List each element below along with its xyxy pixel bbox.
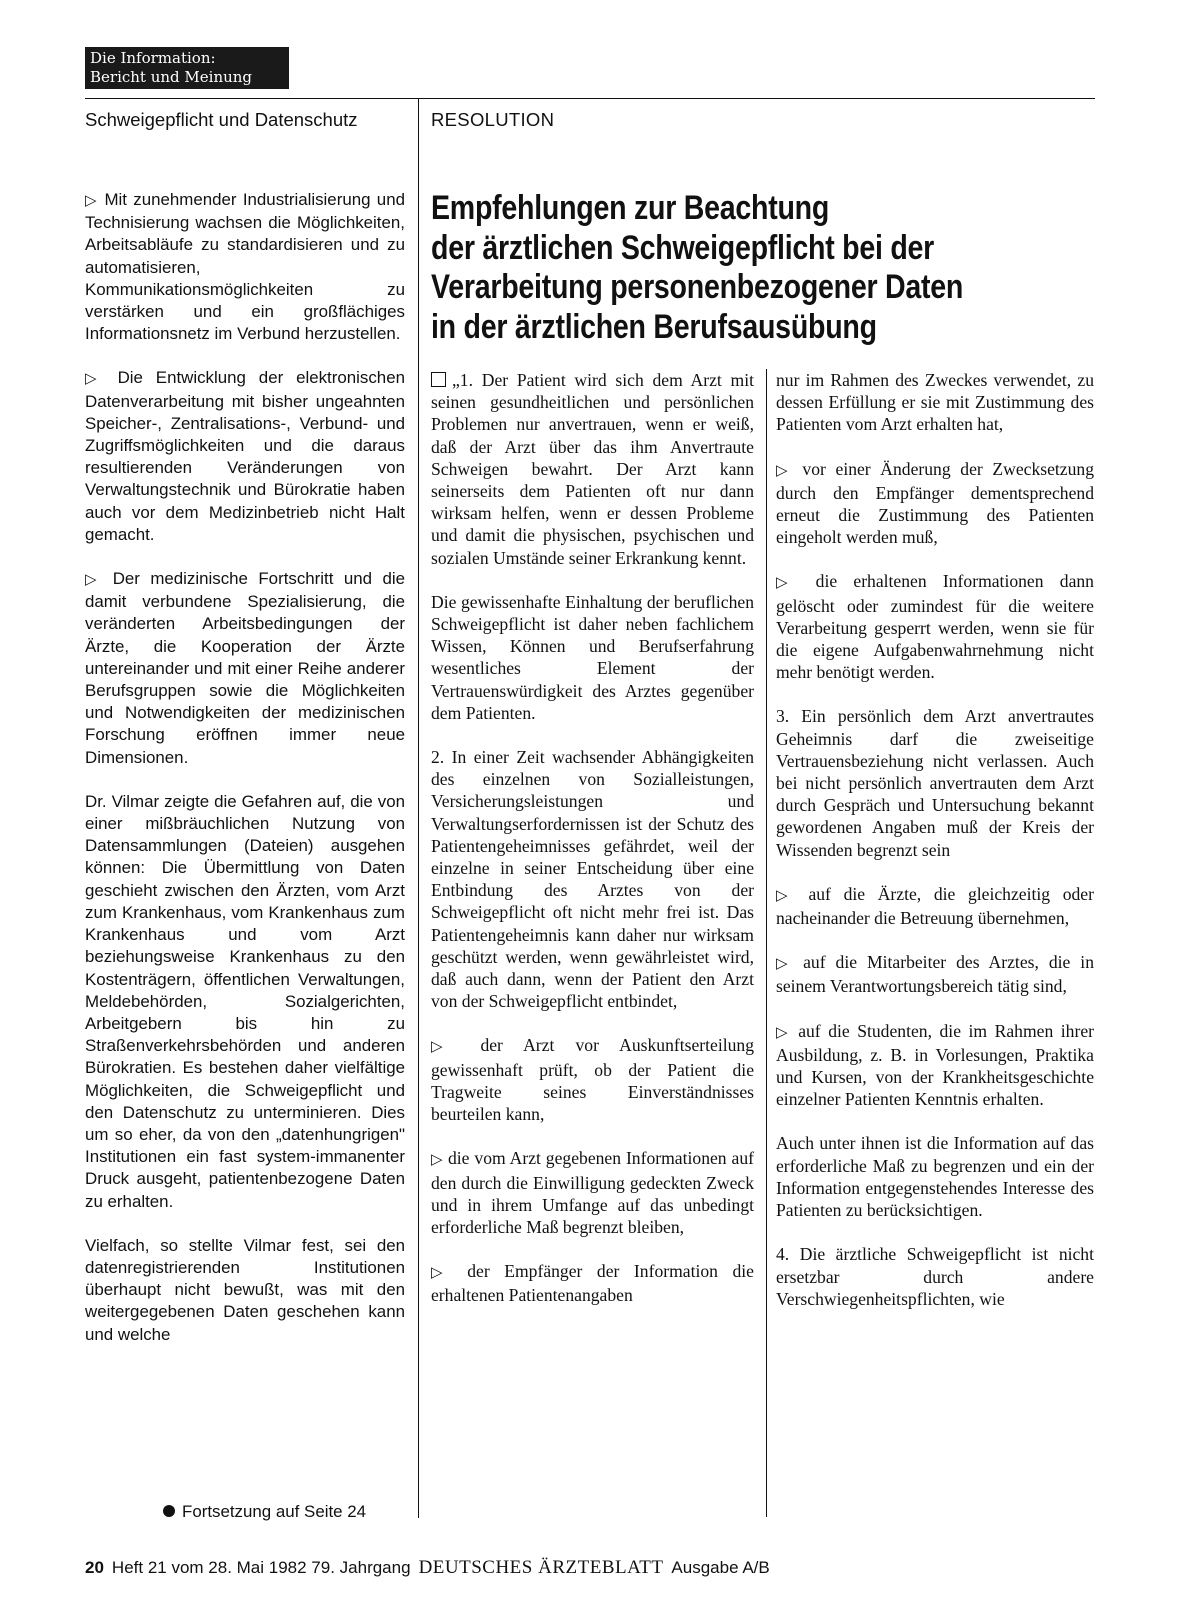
section-badge-line2: Bericht und Meinung: [90, 68, 253, 86]
paragraph: Dr. Vilmar zeigte die Gefahren auf, die von einer mißbräuchlichen Nutzung von Datensammlungen (Dateien) ausgehen können: Die Übermittlung von Daten geschieht zwischen den Ärzten, vom Arzt zum Krankenhaus, vom Krankenhaus zum Krankenhaus und vom Arzt beziehungsweise Krankenhaus zu den Kostenträgern, öffentlichen Verwaltungen, Meldebehörden, Sozialgerichten, Arbeitgebern bis hin zu Straßenverkehrsbehörden und anderen Bürokratien. Es bestehen daher vielfältige Möglichkeiten, die Schweigepflicht und den Datenschutz zu unterminieren. Dies um so eher, da von den „datenhungrigen" Institutionen ein fast system-immanenter Druck ausgeht, patientenbezogene Daten zu erhalten.: [85, 791, 405, 1211]
page-number: 20: [85, 1558, 104, 1577]
paragraph: ▷ auf die Ärzte, die gleichzeitig oder nacheinander die Betreuung übernehmen,: [776, 883, 1094, 929]
column-divider-right: [766, 369, 767, 1517]
section-badge: [85, 47, 289, 89]
triangle-marker-icon: ▷: [85, 370, 105, 388]
journal-name: DEUTSCHES ÄRZTEBLATT: [418, 1557, 664, 1578]
paragraph: Vielfach, so stellte Vilmar fest, sei den datenregistrierenden Institutionen überhaupt nicht bewußt, was mit den weitergegebenen Daten geschehen kann und welche: [85, 1235, 405, 1344]
paragraph: ▷ vor einer Änderung der Zwecksetzung durch den Empfänger dementsprechend erneut die Zustimmung des Patienten eingeholt werden muß,: [776, 458, 1094, 548]
triangle-marker-icon: ▷: [85, 192, 99, 209]
paragraph: 2. In einer Zeit wachsender Abhängigkeiten des einzelnen von Sozialleistungen, Versicherungsleistungen und Verwaltungserfordernissen ist der Schutz des Patientengeheimnisses gefährdet, weil der einzelne in seiner Entscheidung über eine Entbindung des Arztes von der Schweigepflicht oft nicht mehr frei ist. Das Patientengeheimnis kann daher nur wirksam geschützt werden, wenn gewährleistet wird, daß auch dann, wenn der Patient den Arzt von der Schweigepflicht entbindet,: [431, 747, 754, 1012]
paragraph: 4. Die ärztliche Schweigepflicht ist nicht ersetzbar durch andere Verschwiegenheitspflichten, wie: [776, 1244, 1094, 1309]
paragraph: ▷ der Empfänger der Information die erhaltenen Patientenangaben: [431, 1261, 754, 1306]
paragraph: nur im Rahmen des Zweckes verwendet, zu dessen Erfüllung er sie mit Zustimmung des Patienten vom Arzt erhalten hat,: [776, 370, 1094, 435]
continuation-text: Fortsetzung auf Seite 24: [182, 1502, 367, 1521]
triangle-marker-icon: ▷: [431, 1265, 453, 1282]
triangle-marker-icon: ▷: [776, 462, 793, 479]
section-header-left: Schweigepflicht und Datenschutz: [85, 109, 358, 130]
paragraph: ▷ Die Entwicklung der elektronischen Datenverarbeitung mit bisher ungeahnten Speicher-, Zentralisations-, Verbund- und Zugriffsmöglichkeiten und die daraus resultierenden Veränderungen von Verwaltungstechnik und Bürokratie haben auch vor dem Medizinbetrieb nicht Halt gemacht.: [85, 368, 405, 544]
paragraph: Auch unter ihnen ist die Information auf das erforderliche Maß zu begrenzen und ein der Information entgegenstehendes Interesse des Patienten zu berücksichtigen.: [776, 1133, 1094, 1221]
triangle-marker-icon: ▷: [85, 571, 103, 589]
triangle-marker-icon: ▷: [776, 575, 800, 592]
title-line-1: Empfehlungen zur Beachtung: [431, 189, 830, 227]
triangle-marker-icon: ▷: [431, 1152, 444, 1169]
triangle-marker-icon: ▷: [776, 1024, 791, 1041]
square-marker-icon: [431, 372, 446, 387]
paragraph: 3. Ein persönlich dem Arzt anvertrautes Geheimnis darf die zweiseitige Vertrauensbeziehung nicht verlassen. Auch bei nicht persönlich anvertrauten dem Arzt durch Gespräch und Untersuchung bekannt gewordenen Angaben muß der Kreis der Wissenden begrenzt sein: [776, 706, 1094, 860]
triangle-marker-icon: ▷: [776, 887, 796, 904]
header-rule: [85, 98, 1095, 99]
title-line-3: Verarbeitung personenbezogener Daten: [431, 268, 964, 306]
paragraph: ▷ die vom Arzt gegebenen Informationen auf den durch die Einwilligung gedeckten Zweck und in ihrem Umfange auf das unbedingt erforderliche Maß begrenzt bleiben,: [431, 1148, 754, 1237]
issue-info: Heft 21 vom 28. Mai 1982 79. Jahrgang: [111, 1558, 411, 1577]
continuation-note: [163, 1502, 366, 1522]
paragraph: ▷ der Arzt vor Auskunftserteilung gewissenhaft prüft, ob der Patient die Tragweite seines Einverständnisses beurteilen kann,: [431, 1035, 754, 1125]
middle-column: [431, 369, 754, 1329]
triangle-marker-icon: ▷: [776, 956, 794, 973]
paragraph: Die gewissenhafte Einhaltung der beruflichen Schweigepflicht ist daher neben fachlichem Wissen, Können und Berufserfahrung wesentliches Element der Vertrauenswürdigkeit des Arztes gegenüber dem Patienten.: [431, 591, 754, 723]
paragraph: ▷ die erhaltenen Informationen dann gelöscht oder zumindest für die weitere Verarbeitung gesperrt werden, wenn sie für die eigene Aufgabenwahrnehmung nicht mehr benötigt werden.: [776, 571, 1094, 683]
title-line-4: in der ärztlichen Berufsausübung: [431, 307, 877, 346]
edition-info: Ausgabe A/B: [671, 1558, 770, 1577]
section-badge-line1: Die Information:: [90, 49, 216, 67]
right-column: [776, 369, 1094, 1332]
paragraph: ▷ Mit zunehmender Industrialisierung und Technisierung wachsen die Möglichkeiten, Arbeitsabläufe zu standardisieren und zu automatisieren, Kommunikationsmöglichkeiten zu verstärken und ein großflächiges Informationsnetz im Verbund herzustellen.: [85, 190, 405, 344]
page-footer: [85, 1557, 770, 1579]
section-header-right: RESOLUTION: [431, 109, 555, 130]
bullet-dot-icon: [163, 1505, 175, 1517]
paragraph: ▷ Der medizinische Fortschritt und die damit verbundene Spezialisierung, die veränderten Arbeitsbedingungen der Ärzte, die Kooperation der Ärzte untereinander und mit einer Reihe anderer Berufsgruppen sowie die Möglichkeiten und Notwendigkeiten der medizinischen Forschung eröffnen immer neue Dimensionen.: [85, 569, 405, 767]
column-divider-main: [418, 98, 419, 1518]
paragraph: ▷ auf die Studenten, die im Rahmen ihrer Ausbildung, z. B. in Vorlesungen, Praktika und Kursen, von der Krankheitsgeschichte einzelner Patienten Kenntnis erhalten.: [776, 1020, 1094, 1110]
article-title: [431, 189, 981, 347]
title-line-2: der ärztlichen Schweigepflicht bei der: [431, 228, 935, 267]
paragraph: ▷ auf die Mitarbeiter des Arztes, die in seinem Verantwortungsbereich tätig sind,: [776, 952, 1094, 997]
paragraph: „1. Der Patient wird sich dem Arzt mit seinen gesundheitlichen und persönlichen Problemen nur anvertrauen, wenn er weiß, daß der Arzt über das ihm Anvertraute Schweigen bewahrt. Der Arzt kann seinerseits dem Patienten oft nur dann wirksam helfen, wenn er dessen Probleme und damit die physischen, psychischen und sozialen Umstände seiner Erkrankung kennt.: [431, 370, 754, 568]
left-column: [85, 189, 405, 1368]
triangle-marker-icon: ▷: [431, 1039, 460, 1056]
